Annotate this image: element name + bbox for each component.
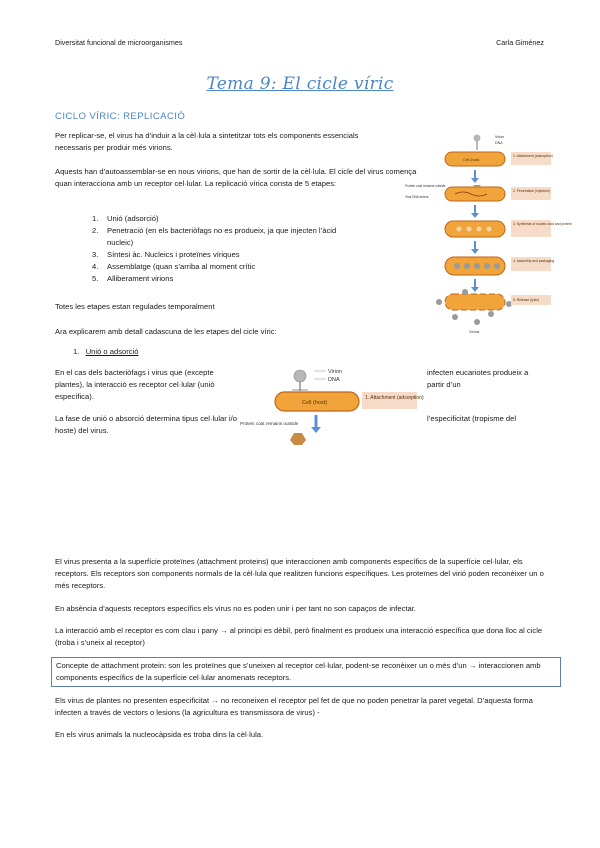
svg-text:1. Attachment (adsorption): 1. Attachment (adsorption) [365,395,424,401]
list-item: 4. Assemblatge (quan s’arriba al moment crític [92,262,256,271]
page-title: Tema 9: El cicle víric [206,74,394,94]
header-right: Carla Giménez [496,38,544,47]
svg-text:3. Synthesis of nucleic acid a: 3. Synthesis of nucleic acid and protein [513,222,572,226]
svg-text:5. Release (lysis): 5. Release (lysis) [513,298,540,302]
svg-text:1. Attachment (adsorption): 1. Attachment (adsorption) [513,154,553,158]
virion-icon [294,370,306,382]
svg-text:Virions: Virions [469,330,480,334]
svg-text:Cell (host): Cell (host) [463,158,480,162]
col-left-1: En el cas dels bacteriòfags i virus que (excepte plantes), la interacció es receptor cel·lular (unió específica). [55,368,215,401]
col-right-1: infecten eucariotes produeix a partir d’un [427,368,529,389]
para-plants: Els virus de plantes no presenten especificitat → no reconeixen el receptor pel fet de que no poden penetrar la paret vegetal. D’aquesta forma infecten a través de vectors o lesions (la agricultura es transmissora de virus) - [55,696,533,717]
svg-text:Virion: Virion [495,135,505,139]
subsection-heading: 1. Unió o adsorció [73,347,139,356]
para-lock-key: La interacció amb el receptor es com clau i pany → al principi es dèbil, però finalment es produeix una interacció específica que dona lloc al cicle (troba i s’uneix al receptor) [55,626,543,647]
para-regulated: Totes les etapes estan regulades temporalment [55,302,215,311]
svg-text:2. Penetration (injection): 2. Penetration (injection) [513,189,550,193]
header-left: Diversitat funcional de microorganismes [55,38,183,47]
list-item: 2. Penetració (en els bacteriòfags no es produeix, ja que injecten l’àcid nucleic) [92,226,337,247]
svg-text:Protein coat remains outside: Protein coat remains outside [405,184,446,188]
svg-text:Cell (host): Cell (host) [302,400,328,406]
para-intro: Per replicar-se, el virus ha d’induir a la cèl·lula a sintetitzar tots els components essencials necessaris per produir més virions. [55,131,359,152]
svg-text:Protein coat remains outside: Protein coat remains outside [240,421,299,426]
virion-icon [474,135,481,142]
attachment-figure [240,363,424,445]
para-animals: En els virus animals la nucleocàpsida es troba dins la cèl·lula. [55,730,264,739]
svg-text:Virion: Virion [328,369,342,375]
svg-text:4. Assembly and packaging: 4. Assembly and packaging [513,259,555,263]
para-stages-intro: Aquests han d’autoassemblar-se en nous virions, que han de sortir de la cèl·lula. El cicle del virus comença quan interacciona amb un receptor cel·lular. La replicació vírica consta de 5 etapes: [55,167,417,188]
svg-text:DNA: DNA [328,377,340,383]
list-item: 5. Alliberament virions [92,274,174,283]
svg-text:Viral DNA enters: Viral DNA enters [405,195,429,199]
concept-box: Concepte de attachment protein: son les proteïnes que s’uneixen al receptor cel·lular, podent-se reconèixer un o més d’un → interaccionen amb components específics de la superfície cel·lular anomenats receptors. [51,657,561,687]
svg-text:DNA: DNA [495,141,503,145]
replication-cycle-figure [405,132,572,337]
col-right-2: l’especificitat (tropisme del [427,414,517,423]
para-detail: Ara explicarem amb detall cadascuna de les etapes del cicle víric: [55,327,277,336]
para-attachment-proteins: El virus presenta a la superfície proteïnes (attachment proteins) que interaccionen amb components específics de la superfície cel·lular, els receptors. Els receptors son components normals de la cèl·lula que realitzen funcions específiques. Les proteïnes del virió poden reconèixer un o més receptors. [55,557,544,590]
stages-list [92,213,342,285]
section-title: CICLO VÍRIC: REPLICACIÓ [55,111,186,122]
list-item: 3. Síntesi àc. Nucleics i proteïnes víriques [92,250,240,259]
col-left-2: La fase de unió o absorció determina tipus cel·lular i/o hoste) del virus. [55,414,237,435]
para-absence: En absència d’aquests receptors específics els virus no es poden unir i per tant no son capaços de infectar. [55,604,416,613]
list-item: 1. Unió (adsorció) [92,214,159,223]
